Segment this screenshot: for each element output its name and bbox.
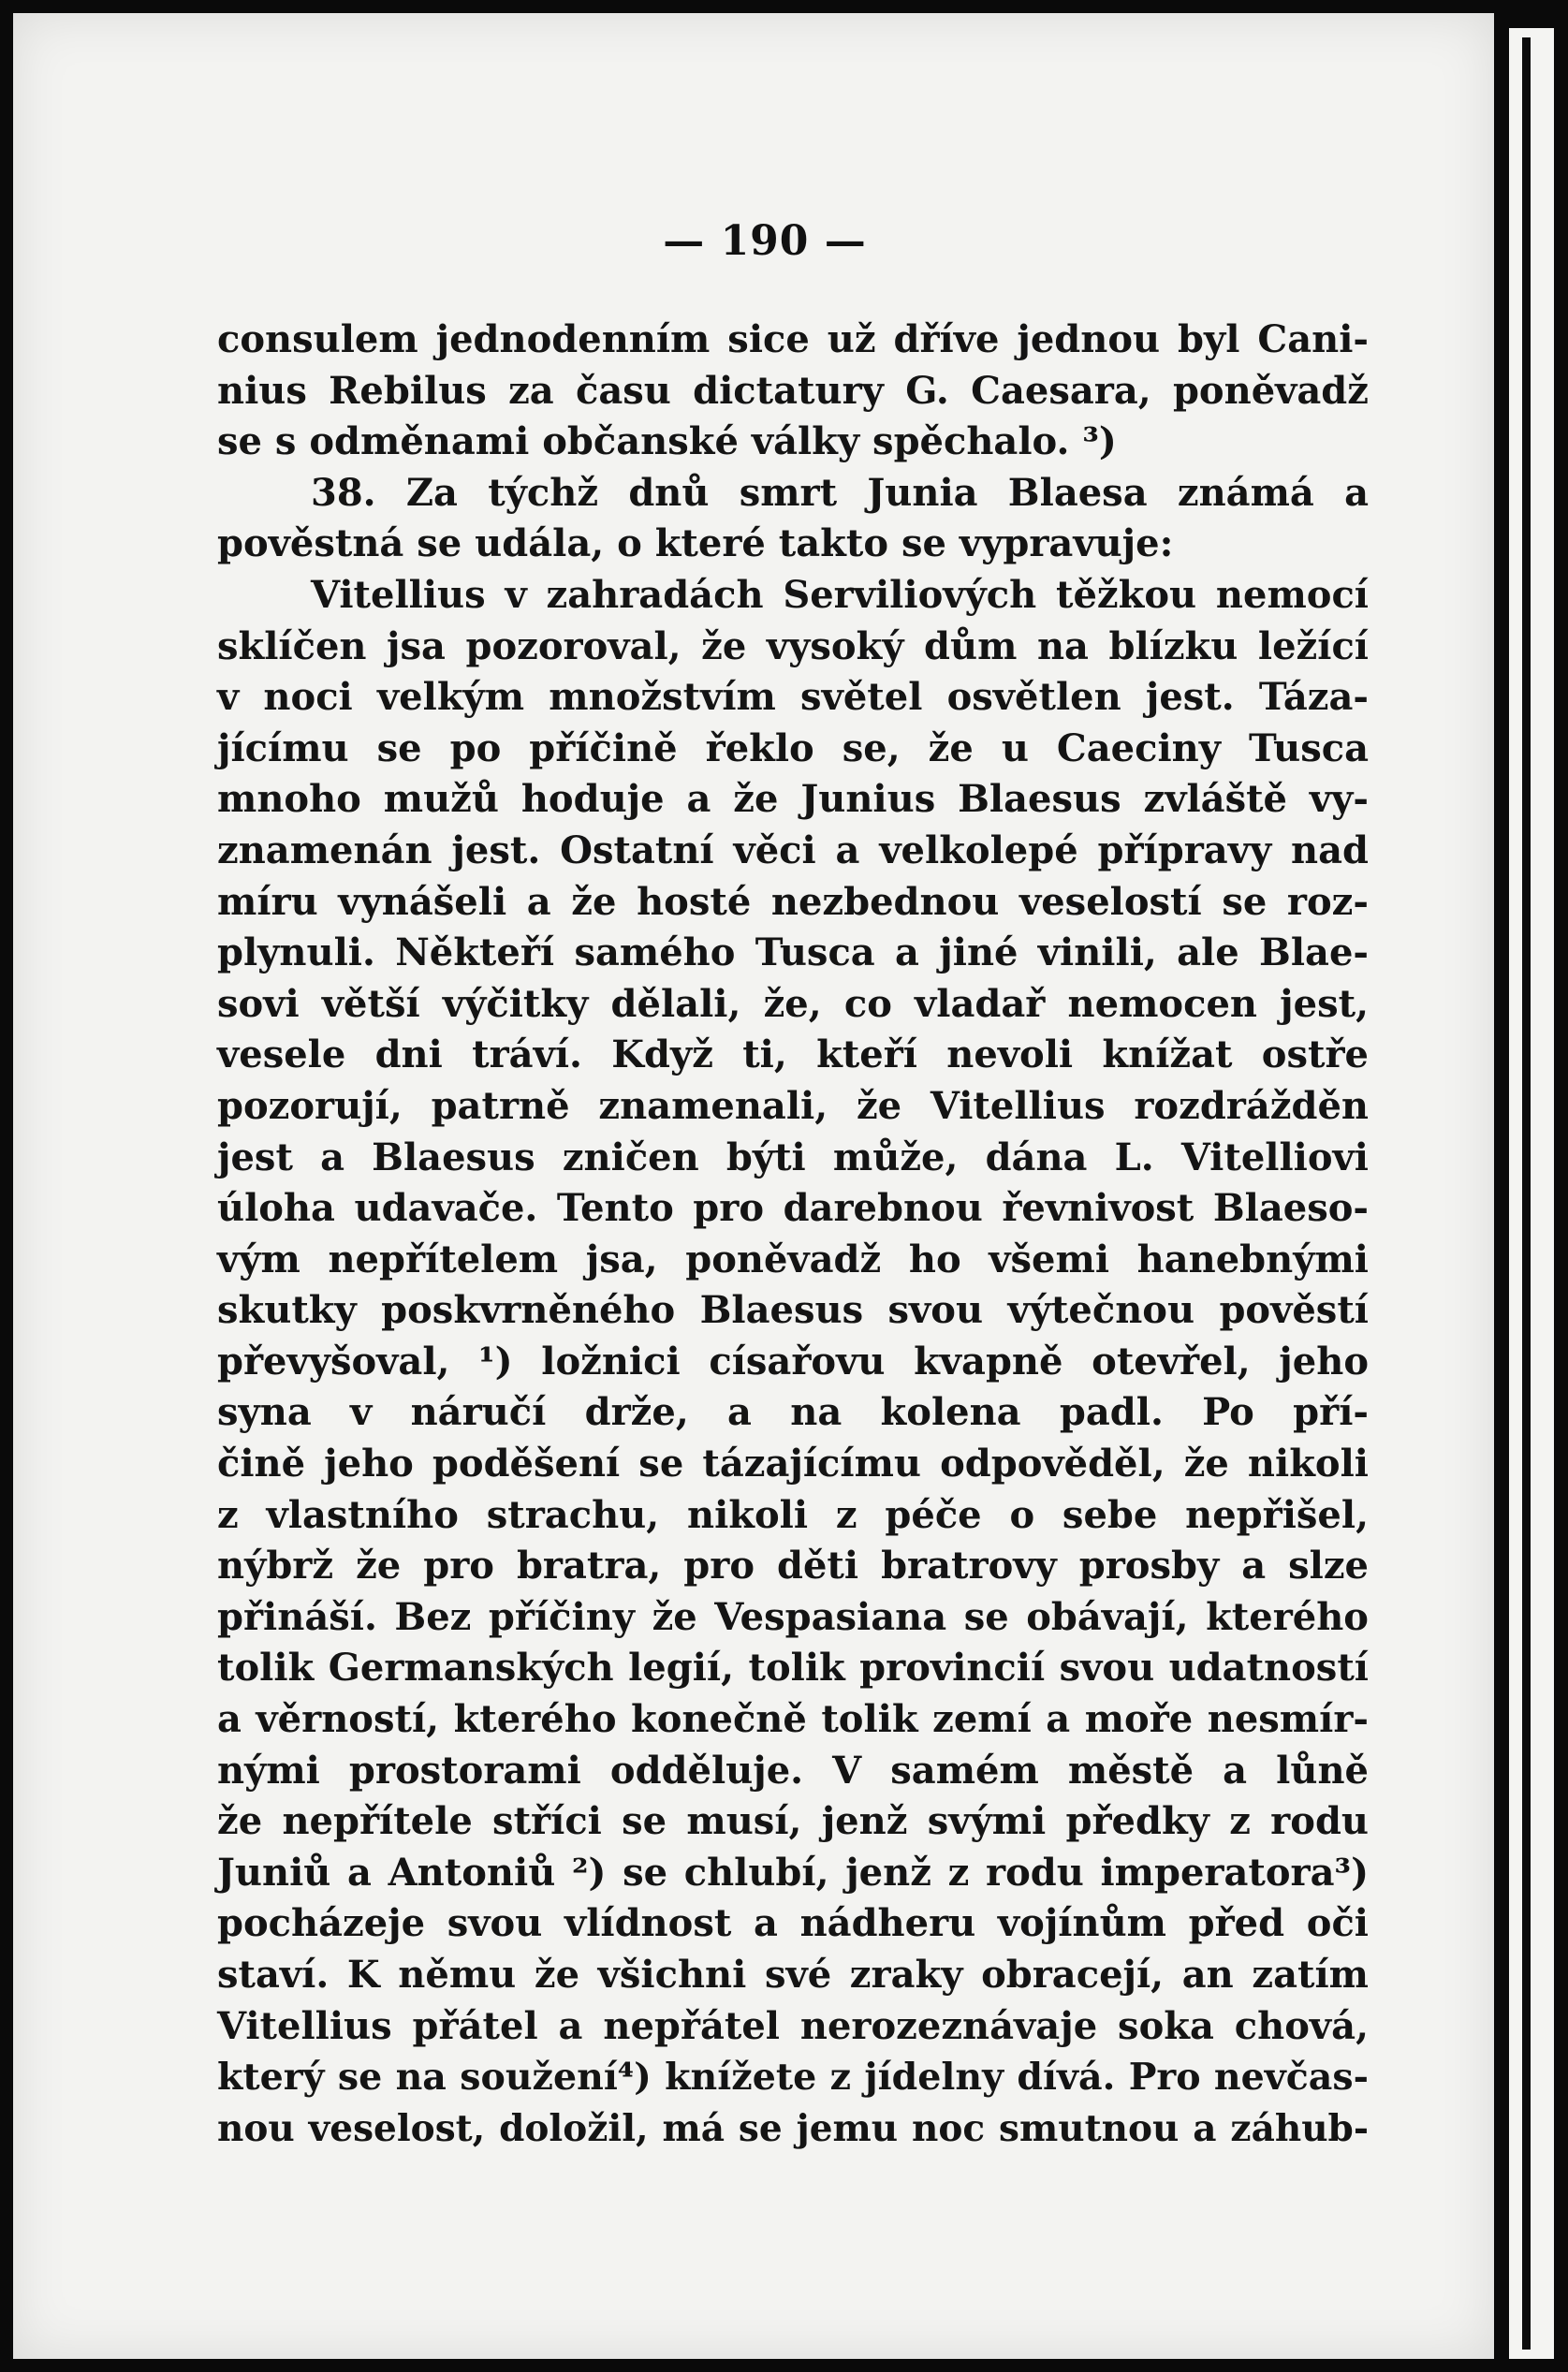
text-line: a věrností, kterého konečně tolik zemí a moře nesmír- — [217, 1697, 1369, 1742]
text-line: vým nepřítelem jsa, poněvadž ho všemi hanebnými — [217, 1237, 1369, 1281]
text-line: čině jeho poděšení se tázajícímu odpověděl, že nikoli — [217, 1442, 1369, 1486]
text-line: že nepřítele stříci se musí, jenž svými předky z rodu — [217, 1799, 1369, 1844]
text-line: tolik Germanských legií, tolik provincií svou udatností — [217, 1646, 1369, 1691]
book-page — [13, 13, 1494, 2359]
page-number: — 190 — — [663, 217, 867, 265]
text-line: jícímu se po příčině řeklo se, že u Caeciny Tusca — [217, 725, 1369, 770]
body-text — [217, 315, 1369, 2154]
text-line: úloha udavače. Tento pro darebnou řevnivost Blaeso- — [217, 1186, 1369, 1231]
text-line: Juniů a Antoniů ²) se chlubí, jenž z rodu imperatora³) — [217, 1850, 1369, 1895]
text-line: se s odměnami občanské války spěchalo. ³) — [217, 419, 1117, 464]
text-line: nius Rebilus za času dictatury G. Caesara, poněvadž — [217, 368, 1369, 413]
text-line: pocházeje svou vlídnost a nádheru vojínům před oči — [217, 1901, 1369, 1946]
text-line: sklíčen jsa pozoroval, že vysoký dům na blízku ležící — [217, 623, 1369, 668]
text-line: přináší. Bez příčiny že Vespasiana se obávají, kterého — [217, 1594, 1369, 1639]
text-line: jest a Blaesus zničen býti může, dána L. Vitelliovi — [217, 1135, 1369, 1179]
text-line: Vitellius přátel a nepřátel nerozeznávaje soka chová, — [217, 2003, 1369, 2048]
text-line: z vlastního strachu, nikoli z péče o sebe nepřišel, — [217, 1492, 1369, 1537]
text-line: Vitellius v zahradách Serviliových těžkou nemocí — [311, 572, 1369, 617]
text-line: pozorují, patrně znamenali, že Vitellius rozdrážděn — [217, 1083, 1369, 1128]
text-line: pověstná se udála, o které takto se vypravuje: — [217, 521, 1174, 566]
text-line: consulem jednodenním sice už dříve jednou byl Cani- — [217, 317, 1369, 361]
text-line: znamenán jest. Ostatní věci a velkolepé přípravy nad — [217, 827, 1369, 872]
text-line: syna v náručí drže, a na kolena padl. Po pří- — [217, 1390, 1369, 1435]
text-line: nou veselost, doložil, má se jemu noc smutnou a záhub- — [217, 2106, 1369, 2150]
text-line: sovi větší výčitky dělali, že, co vladař nemocen jest, — [217, 981, 1369, 1026]
text-line: míru vynášeli a že hosté nezbednou veselostí se roz- — [217, 879, 1369, 924]
text-line: v noci velkým množstvím světel osvětlen jest. Táza- — [217, 675, 1369, 720]
text-line: skutky poskvrněného Blaesus svou výtečnou pověstí — [217, 1288, 1369, 1333]
text-line: plynuli. Někteří samého Tusca a jiné vinili, ale Blae- — [217, 930, 1369, 975]
text-line: vesele dni tráví. Když ti, kteří nevoli knížat ostře — [217, 1032, 1369, 1077]
text-line: nýbrž že pro bratra, pro děti bratrovy prosby a slze — [217, 1544, 1369, 1589]
binding-gutter-shadow — [1522, 37, 1531, 2350]
text-line: 38. Za týchž dnů smrt Junia Blaesa známá a — [311, 470, 1369, 515]
facing-page-edge — [1509, 28, 1554, 2359]
text-line: mnoho mužů hoduje a že Junius Blaesus zvláště vy- — [217, 777, 1369, 822]
text-line: staví. K němu že všichni své zraky obracejí, an zatím — [217, 1953, 1369, 1997]
text-line: převyšoval, ¹) ložnici císařovu kvapně otevřel, jeho — [217, 1339, 1369, 1384]
text-line: nými prostorami odděluje. V samém městě a lůně — [217, 1748, 1369, 1793]
text-line: který se na soužení⁴) knížete z jídelny dívá. Pro nevčas- — [217, 2056, 1369, 2100]
